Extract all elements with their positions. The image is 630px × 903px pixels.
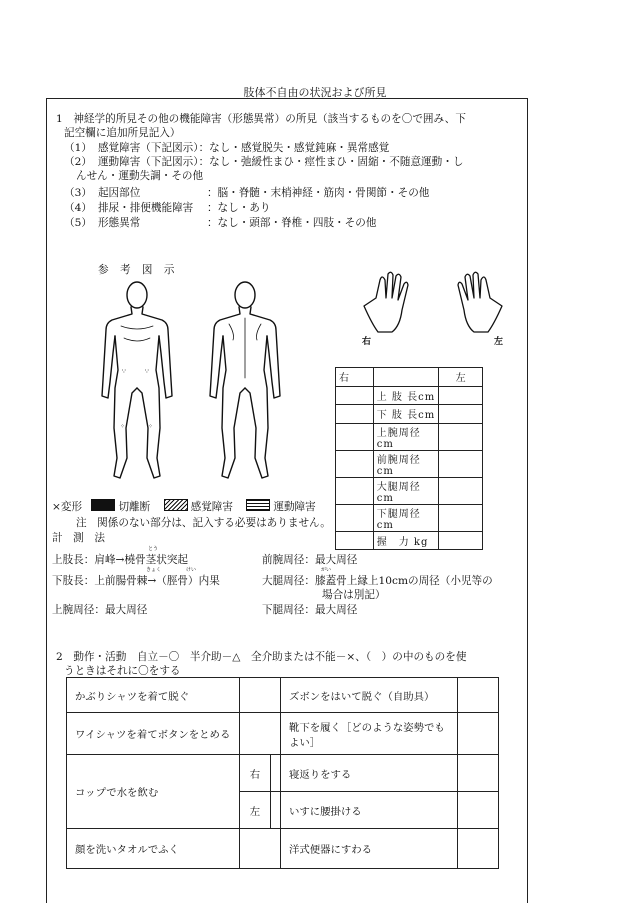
activity-label: 洋式便器にすわる: [280, 829, 457, 869]
legend-hatch-swatch: [164, 499, 188, 511]
section1-heading-line1: 1 神経学的所見その他の機能障害（形態異常）の所見（該当するものを〇で囲み、下: [56, 113, 466, 125]
measure-right-cell[interactable]: [336, 423, 374, 450]
svg-text:⁘: ⁘: [120, 423, 126, 430]
svg-text:∵: ∵: [145, 368, 149, 375]
measure-label: 上 肢 長cm: [373, 386, 439, 405]
section1-heading-line2: 記空欄に追加所見記入）: [64, 127, 181, 139]
method-lower-limb-length: 下肢長：上前腸骨棘→（脛骨）内果: [52, 575, 220, 587]
activity-mark-cell[interactable]: [270, 755, 280, 792]
measure-left-cell[interactable]: [439, 386, 483, 405]
finding-item-3: （3） 起因部位 ：脳・脊髄・末梢神経・筋肉・骨関節・その他: [64, 187, 430, 199]
side-left-label: 左: [240, 792, 271, 829]
svg-text:∵: ∵: [122, 368, 126, 375]
measure-right-cell[interactable]: [336, 405, 374, 424]
legend-deform: ×変形: [52, 501, 83, 513]
measure-left-cell[interactable]: [439, 531, 483, 550]
finding-item-4: （4） 排尿・排便機能障害 ：なし・あり: [64, 202, 271, 214]
method-upper-arm: 上腕周径：最大周径: [52, 604, 148, 616]
finding-item-2-cont: んせん・運動失調・その他: [76, 170, 204, 182]
measure-right-cell[interactable]: [336, 504, 374, 531]
measure-label: 大腿周径cm: [373, 477, 439, 504]
measure-header-right: 右: [336, 368, 374, 387]
activity-mark-cell[interactable]: [458, 829, 499, 869]
measure-left-cell[interactable]: [439, 477, 483, 504]
measure-label: 上腕周径cm: [373, 423, 439, 450]
section2-heading-line1: 2 動作・活動 自立－〇 半介助－△ 全介助または不能－×、（ ）の中のものを使: [56, 651, 467, 663]
activity-row: [67, 713, 499, 755]
activity-mark-cell[interactable]: [458, 792, 499, 829]
method-lower-leg: 下腿周径：最大周径: [262, 604, 358, 616]
measure-right-cell[interactable]: [336, 386, 374, 405]
activity-label: 靴下を履く［どのような姿勢でもよい］: [280, 713, 457, 755]
activity-label: コップで水を飲む: [67, 755, 240, 829]
method-thigh-line2: 場合は別記）: [322, 589, 386, 601]
measure-left-cell[interactable]: [439, 504, 483, 531]
section2-heading-line2: うときはそれに〇をする: [64, 665, 181, 677]
activity-table: [66, 677, 499, 869]
method-thigh: 大腿周径：膝蓋骨上縁上10cmの周径（小児等の: [262, 575, 493, 587]
activity-row: [67, 678, 499, 713]
activity-label: ワイシャツを着てボタンをとめる: [67, 713, 240, 755]
activity-mark-cell[interactable]: [458, 713, 499, 755]
ruby-kyoku: きょく: [146, 567, 162, 573]
activity-row: [67, 755, 499, 792]
measure-right-cell[interactable]: [336, 531, 374, 550]
legend: [52, 499, 316, 514]
measure-label: 前腕周径cm: [373, 450, 439, 477]
measurement-table: [335, 367, 483, 550]
measure-left-cell[interactable]: [439, 450, 483, 477]
measure-right-cell[interactable]: [336, 477, 374, 504]
ruby-gai: がい: [321, 567, 332, 573]
measure-left-cell[interactable]: [439, 405, 483, 424]
finding-item-1: （1） 感覚障害（下記図示）：なし・感覚脱失・感覚鈍麻・異常感覚: [64, 142, 390, 154]
activity-label: いすに腰掛ける: [280, 792, 457, 829]
ruby-kei: けい: [186, 567, 197, 573]
method-forearm: 前腕周径：最大周径: [262, 554, 358, 566]
method-upper-limb-length: 上肢長：肩峰→橈骨茎状突起: [52, 554, 189, 566]
svg-text:⁘: ⁘: [148, 423, 154, 430]
activity-mark-cell[interactable]: [458, 678, 499, 713]
page-title: 肢体不自由の状況および所見: [243, 86, 387, 99]
finding-item-2: （2） 運動障害（下記図示）：なし・弛緩性まひ・痙性まひ・固縮・不随意運動・し: [64, 156, 464, 168]
hands-diagram: [358, 268, 508, 348]
activity-mark-cell[interactable]: [240, 678, 281, 713]
hand-right-label: 右: [362, 337, 372, 347]
body-outline-diagram: [100, 278, 310, 493]
measure-label: 握 力 kg: [373, 531, 439, 550]
activity-label: かぶりシャツを着て脱ぐ: [67, 678, 240, 713]
activity-mark-cell[interactable]: [240, 829, 281, 869]
note-text: 注 関係のない部分は、記入する必要はありません。: [76, 517, 331, 529]
activity-label: 寝返りをする: [280, 755, 457, 792]
finding-item-5: （5） 形態異常 ：なし・頭部・脊椎・四肢・その他: [64, 217, 377, 229]
measure-label: 下 肢 長cm: [373, 405, 439, 424]
activity-mark-cell[interactable]: [458, 755, 499, 792]
activity-mark-cell[interactable]: [240, 713, 281, 755]
measure-label: 下腿周径cm: [373, 504, 439, 531]
activity-row: [67, 829, 499, 869]
method-title: 計 測 法: [52, 532, 105, 544]
measure-left-cell[interactable]: [439, 423, 483, 450]
side-right-label: 右: [240, 755, 271, 792]
legend-lines-swatch: [246, 499, 270, 511]
hand-left-label: 左: [494, 337, 504, 347]
ruby-tou: とう: [148, 546, 159, 552]
activity-label: ズボンをはいて脱ぐ（自助具）: [280, 678, 457, 713]
activity-label: 顔を洗いタオルでふく: [67, 829, 240, 869]
legend-motor: 運動障害: [273, 501, 316, 513]
measure-header-left: 左: [439, 368, 483, 387]
legend-solid-swatch: [91, 499, 115, 511]
activity-mark-cell[interactable]: [270, 792, 280, 829]
legend-amputation: 切離断: [118, 501, 151, 513]
measurement-header-row: [336, 368, 483, 387]
measure-right-cell[interactable]: [336, 450, 374, 477]
legend-sensory: 感覚障害: [190, 501, 233, 513]
diagram-caption: 参 考 図 示: [98, 264, 179, 276]
